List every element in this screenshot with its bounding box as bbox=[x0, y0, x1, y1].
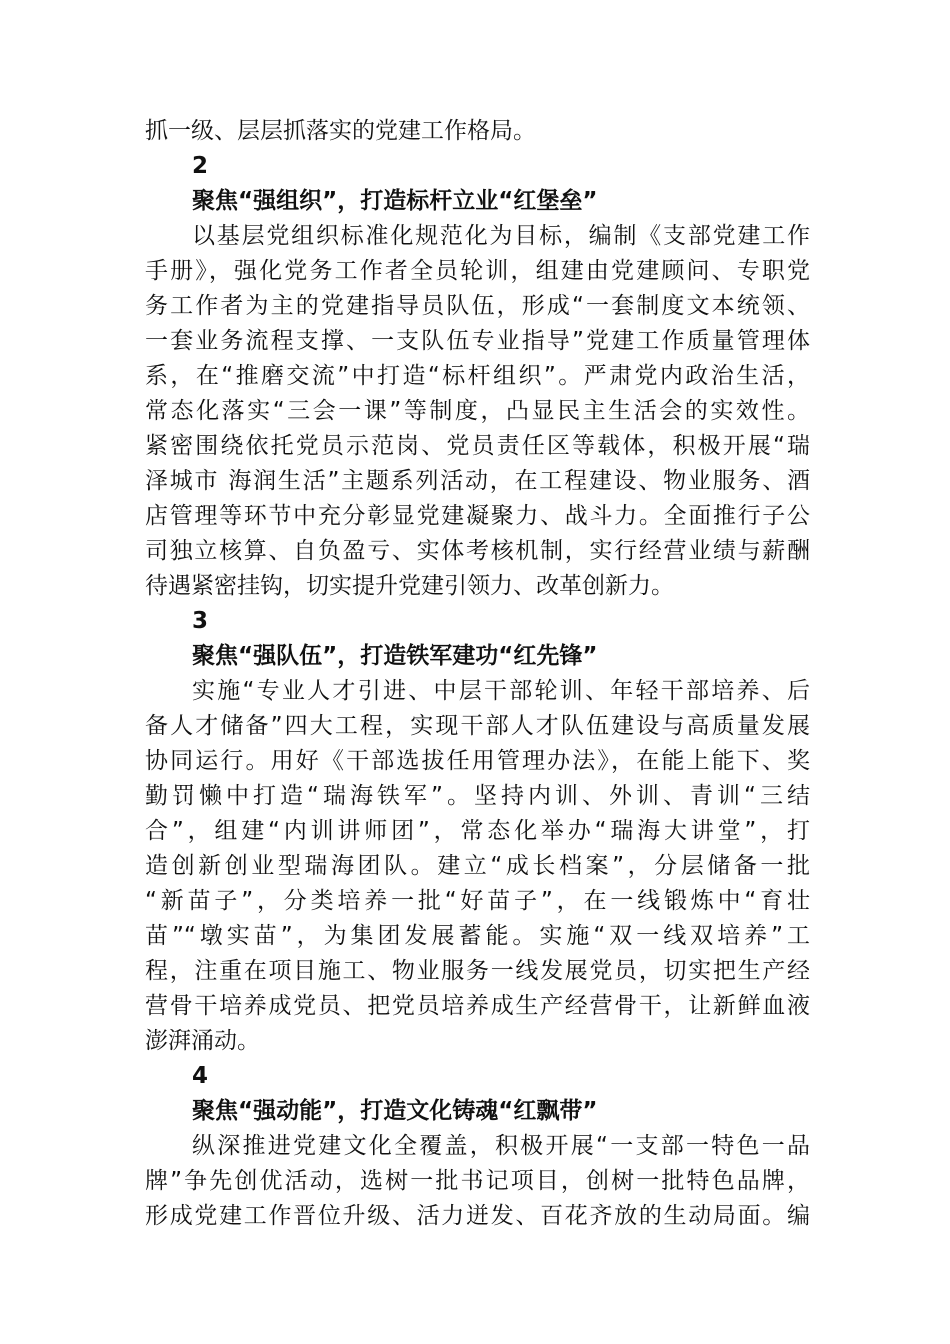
body-text-line: 苗”“墩实苗”，为集团发展蓄能。实施“双一线双培养”工 bbox=[145, 923, 810, 949]
body-text-line: 务工作者为主的党建指导员队伍，形成“一套制度文本统领、 bbox=[145, 293, 810, 319]
body-text-line: 协同运行。用好《干部选拔任用管理办法》，在能上能下、奖 bbox=[145, 748, 810, 774]
section-number: 3 bbox=[192, 608, 209, 634]
section-heading: 聚焦“强动能”，打造文化铸魂“红飘带” bbox=[192, 1098, 598, 1124]
body-text-line: 店管理等环节中充分彰显党建凝聚力、战斗力。全面推行子公 bbox=[145, 503, 810, 529]
section-number: 2 bbox=[192, 153, 209, 179]
body-text-line: 形成党建工作晋位升级、活力迸发、百花齐放的生动局面。编 bbox=[145, 1203, 810, 1229]
body-text-line: 合”，组建“内训讲师团”，常态化举办“瑞海大讲堂”，打 bbox=[145, 818, 810, 844]
body-text-line: 手册》，强化党务工作者全员轮训，组建由党建顾问、专职党 bbox=[145, 258, 810, 284]
paragraph-first-line: 实施“专业人才引进、中层干部轮训、年轻干部培养、后 bbox=[192, 678, 810, 704]
body-text-line: 司独立核算、自负盈亏、实体考核机制，实行经营业绩与薪酬 bbox=[145, 538, 810, 564]
body-text-line: 备人才储备”四大工程，实现干部人才队伍建设与高质量发展 bbox=[145, 713, 810, 739]
paragraph-last-line: 澎湃涌动。 bbox=[145, 1028, 260, 1054]
paragraph-first-line: 以基层党组织标准化规范化为目标，编制《支部党建工作 bbox=[192, 223, 810, 249]
body-text-line: 泽城市 海润生活”主题系列活动，在工程建设、物业服务、酒 bbox=[145, 468, 810, 494]
body-text-line: 系，在“推磨交流”中打造“标杆组织”。严肃党内政治生活， bbox=[145, 363, 810, 389]
paragraph-first-line: 纵深推进党建文化全覆盖，积极开展“一支部一特色一品 bbox=[192, 1133, 810, 1159]
body-text-line: 牌”争先创优活动，选树一批书记项目，创树一批特色品牌， bbox=[145, 1168, 810, 1194]
body-text-line: 勤罚懒中打造“瑞海铁军”。坚持内训、外训、青训“三结 bbox=[145, 783, 810, 809]
section-heading: 聚焦“强组织”，打造标杆立业“红堡垒” bbox=[192, 188, 598, 214]
paragraph-last-line: 待遇紧密挂钩，切实提升党建引领力、改革创新力。 bbox=[145, 573, 674, 599]
paragraph-last-line: 抓一级、层层抓落实的党建工作格局。 bbox=[145, 118, 536, 144]
body-text-line: “新苗子”，分类培养一批“好苗子”，在一线锻炼中“育壮 bbox=[145, 888, 810, 914]
body-text-line: 程，注重在项目施工、物业服务一线发展党员，切实把生产经 bbox=[145, 958, 810, 984]
document-body bbox=[145, 114, 810, 1234]
body-text-line: 紧密围绕依托党员示范岗、党员责任区等载体，积极开展“瑞 bbox=[145, 433, 810, 459]
body-text-line: 营骨干培养成党员、把党员培养成生产经营骨干，让新鲜血液 bbox=[145, 993, 810, 1019]
body-text-line: 常态化落实“三会一课”等制度，凸显民主生活会的实效性。 bbox=[145, 398, 810, 424]
section-number: 4 bbox=[192, 1063, 209, 1089]
section-heading: 聚焦“强队伍”，打造铁军建功“红先锋” bbox=[192, 643, 598, 669]
body-text-line: 造创新创业型瑞海团队。建立“成长档案”，分层储备一批 bbox=[145, 853, 810, 879]
body-text-line: 一套业务流程支撑、一支队伍专业指导”党建工作质量管理体 bbox=[145, 328, 810, 354]
